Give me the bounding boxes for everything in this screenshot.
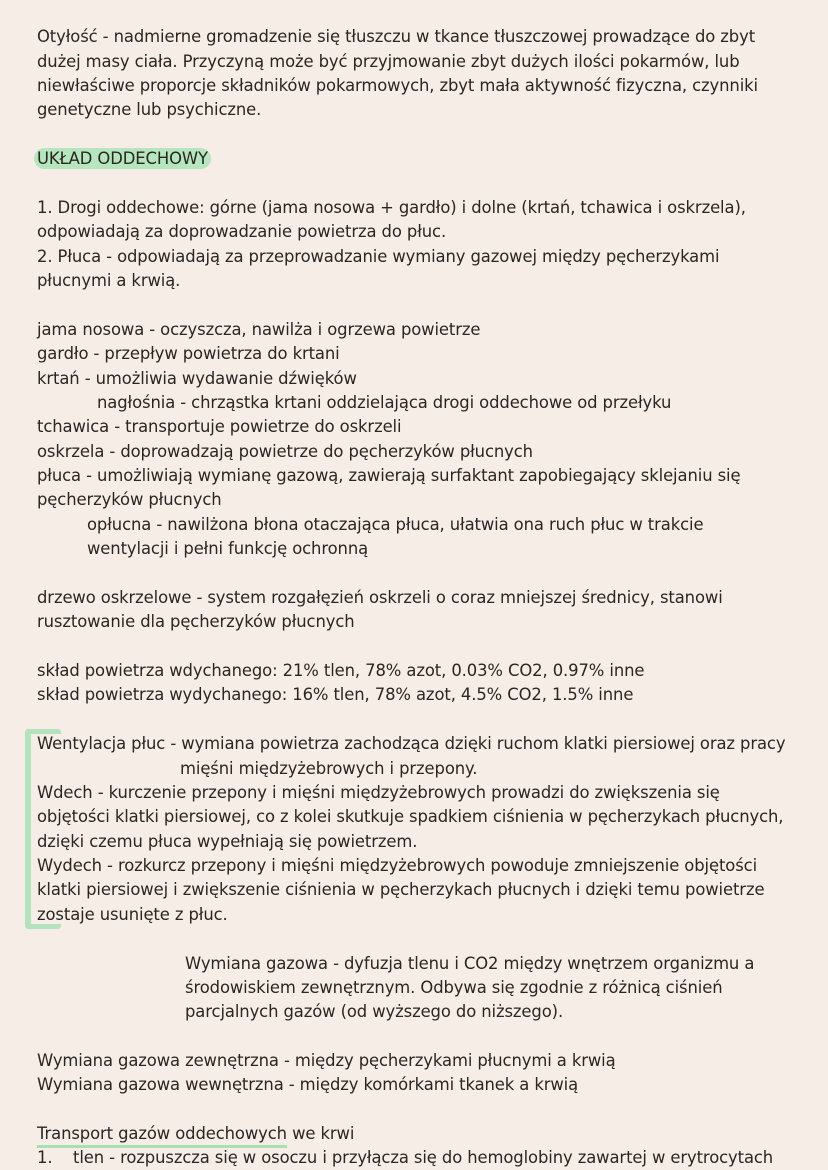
organ-line-5: tchawica - transportuje powietrze do oskrzeli — [37, 417, 402, 436]
wentylacja-line-2: mięśni międzyżebrowych i przepony. — [180, 759, 478, 778]
transport-heading-underlined: Transport gazów oddechowych — [37, 1124, 287, 1148]
sklad-line-1: skład powietrza wdychanego: 21% tlen, 78% azot, 0.03% CO2, 0.97% inne — [37, 661, 645, 680]
wentylacja-line-8: zostaje usunięte z płuc. — [37, 905, 228, 924]
wymiana-line-1: Wymiana gazowa - dyfuzja tlenu i CO2 między wnętrzem organizmu a — [185, 954, 755, 973]
drogi-line-1: 1. Drogi oddechowe: górne (jama nosowa + gardło) i dolne (krtań, tchawica i oskrzela), — [37, 198, 746, 217]
organ-line-7: płuca - umożliwiają wymianę gazową, zawierają surfaktant zapobiegający sklejaniu się — [37, 466, 741, 485]
transport-item-1 — [37, 1146, 773, 1170]
wymiana-type-2: Wymiana gazowa wewnętrzna - między komórkami tkanek a krwią — [37, 1075, 579, 1094]
drzewo-line-1: drzewo oskrzelowe - system rozgałęzień oskrzeli o coraz mniejszej średnicy, stanowi — [37, 588, 723, 607]
transport-item-number: 1. — [37, 1148, 53, 1167]
organ-line-9: opłucna - nawilżona błona otaczająca płuca, ułatwia ona ruch płuc w trakcie — [87, 515, 704, 534]
drogi-line-4: płucnymi a krwią. — [37, 271, 181, 290]
organ-line-1: jama nosowa - oczyszcza, nawilża i ogrzewa powietrze — [37, 320, 481, 339]
wentylacja-line-6: Wydech - rozkurcz przepony i mięśni międzyżebrowych powoduje zmniejszenie objętości — [37, 856, 758, 875]
wentylacja-line-4: objętości klatki piersiowej, co z kolei skutkuje spadkiem ciśnienia w pęcherzykach płucnych, — [37, 807, 784, 826]
drogi-line-2: odpowiadają za doprowadzanie powietrza do płuc. — [37, 222, 447, 241]
sklad-line-2: skład powietrza wydychanego: 16% tlen, 78% azot, 4.5% CO2, 1.5% inne — [37, 685, 634, 704]
intro-line-4: genetyczne lub psychiczne. — [37, 100, 262, 119]
organ-line-10: wentylacji i pełni funkcję ochronną — [87, 539, 369, 558]
organ-line-2: gardło - przepływ powietrza do krtani — [37, 344, 340, 363]
organ-line-8: pęcherzyków płucnych — [37, 490, 222, 509]
wentylacja-line-3: Wdech - kurczenie przepony i mięśni międzyżebrowych prowadzi do zwiększenia się — [37, 783, 720, 802]
heading-highlight: UKŁAD ODDECHOWY — [34, 148, 211, 169]
wentylacja-line-5: dzięki czemu płuca wypełniają się powietrzem. — [37, 832, 418, 851]
organ-line-4: nagłośnia - chrząstka krtani oddzielająca drogi oddechowe od przełyku — [97, 393, 672, 412]
wymiana-line-3: parcjalnych gazów (od wyższego do niższego). — [185, 1002, 564, 1021]
wentylacja-line-7: klatki piersiowej i zwiększenie ciśnienia w pęcherzykach płucnych i dzięki temu powietrze — [37, 880, 765, 899]
wymiana-line-2: środowiskiem zewnętrznym. Odbywa się zgodnie z różnicą ciśnień — [185, 978, 723, 997]
organ-line-6: oskrzela - doprowadzają powietrze do pęcherzyków płucnych — [37, 442, 533, 461]
wymiana-type-1: Wymiana gazowa zewnętrzna - między pęcherzykami płucnymi a krwią — [37, 1051, 616, 1070]
section-heading — [37, 147, 211, 171]
intro-line-3: niewłaściwe proporcje składników pokarmowych, zbyt mała aktywność fizyczna, czynniki — [37, 76, 758, 95]
wentylacja-line-1: Wentylacja płuc - wymiana powietrza zachodząca dzięki ruchom klatki piersiowej oraz pracy — [37, 734, 786, 753]
transport-item-text: tlen - rozpuszcza się w osoczu i przyłącza się do hemoglobiny zawartej w erytrocytach — [73, 1148, 774, 1167]
organ-line-3: krtań - umożliwia wydawanie dźwięków — [37, 369, 357, 388]
transport-heading-rest: we krwi — [286, 1124, 355, 1143]
transport-heading — [37, 1122, 354, 1148]
intro-line-2: dużej masy ciała. Przyczyną może być przyjmowanie zbyt dużych ilości pokarmów, lub — [37, 52, 740, 71]
drzewo-line-2: rusztowanie dla pęcherzyków płucnych — [37, 612, 355, 631]
drogi-line-3: 2. Płuca - odpowiadają za przeprowadzanie wymiany gazowej między pęcherzykami — [37, 247, 720, 266]
intro-line-1: Otyłość - nadmierne gromadzenie się tłuszczu w tkance tłuszczowej prowadzące do zbyt — [37, 27, 756, 46]
